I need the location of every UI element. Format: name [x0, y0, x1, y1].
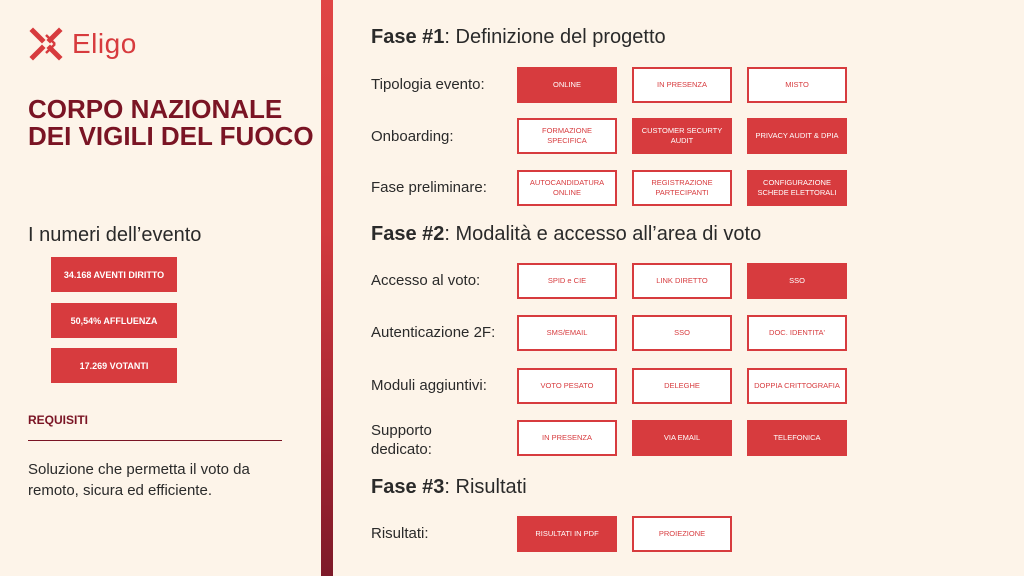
option-formazione-specifica[interactable]: FORMAZIONE SPECIFICA [517, 118, 617, 154]
stat-eligible-voters: 34.168 AVENTI DIRITTO [51, 257, 177, 292]
option-link-diretto[interactable]: LINK DIRETTO [632, 263, 732, 299]
option-via-email[interactable]: VIA EMAIL [632, 420, 732, 456]
eligo-logo-icon [28, 26, 64, 62]
option-sso-access[interactable]: SSO [747, 263, 847, 299]
row-label-onboarding: Onboarding: [371, 128, 454, 145]
option-in-presenza[interactable]: IN PRESENZA [632, 67, 732, 103]
requirements-title: REQUISITI [28, 413, 89, 427]
phase-2-title [371, 223, 761, 246]
option-misto[interactable]: MISTO [747, 67, 847, 103]
option-deleghe[interactable]: DELEGHE [632, 368, 732, 404]
phase-number: Fase #1 [371, 26, 445, 48]
row-label-moduli: Moduli aggiuntivi: [371, 377, 487, 394]
option-doc-identita[interactable]: DOC. IDENTITA' [747, 315, 847, 351]
row-label-autenticazione: Autenticazione 2F: [371, 324, 496, 341]
option-proiezione[interactable]: PROIEZIONE [632, 516, 732, 552]
option-sso-2f[interactable]: SSO [632, 315, 732, 351]
phase-number: Fase #2 [371, 223, 445, 245]
option-registrazione-partecipanti[interactable]: REGISTRAZIONE PARTECIPANTI [632, 170, 732, 206]
row-label-fase-preliminare: Fase preliminare: [371, 179, 487, 196]
option-spid-cie[interactable]: SPID e CIE [517, 263, 617, 299]
brand-logo [28, 26, 137, 62]
phase-name: : Modalità e accesso all’area di voto [444, 223, 762, 245]
phase-3-title [371, 476, 527, 499]
option-sms-email[interactable]: SMS/EMAIL [517, 315, 617, 351]
brand-name: Eligo [72, 28, 137, 59]
option-doppia-crittografia[interactable]: DOPPIA CRITTOGRAFIA [747, 368, 847, 404]
row-label-tipologia: Tipologia evento: [371, 76, 485, 93]
phase-name: : Definizione del progetto [444, 26, 666, 48]
row-label-risultati: Risultati: [371, 525, 429, 542]
option-online[interactable]: ONLINE [517, 67, 617, 103]
phase-name: : Risultati [444, 476, 527, 498]
row-label-supporto: Supporto dedicato: [371, 422, 432, 458]
stat-voters: 17.269 VOTANTI [51, 348, 177, 383]
option-privacy-audit-dpia[interactable]: PRIVACY AUDIT & DPIA [747, 118, 847, 154]
option-customer-security-audit[interactable]: CUSTOMER SECURTY AUDIT [632, 118, 732, 154]
option-risultati-pdf[interactable]: RISULTATI IN PDF [517, 516, 617, 552]
row-label-accesso-voto: Accesso al voto: [371, 272, 481, 289]
option-configurazione-schede[interactable]: CONFIGURAZIONE SCHEDE ELETTORALI [747, 170, 847, 206]
option-autocandidatura-online[interactable]: AUTOCANDIDATURA ONLINE [517, 170, 617, 206]
client-title: CORPO NAZIONALE DEI VIGILI DEL FUOCO [28, 94, 314, 151]
event-numbers-title: I numeri dell’evento [28, 224, 202, 246]
requirements-text: Soluzione che permetta il voto da remoto, sicura ed efficiente. [28, 461, 250, 499]
option-supporto-in-presenza[interactable]: IN PRESENZA [517, 420, 617, 456]
option-voto-pesato[interactable]: VOTO PESATO [517, 368, 617, 404]
vertical-divider [321, 0, 333, 576]
requirements-divider [28, 440, 282, 441]
stat-turnout: 50,54% AFFLUENZA [51, 303, 177, 338]
option-telefonica[interactable]: TELEFONICA [747, 420, 847, 456]
phase-1-title [371, 26, 666, 49]
phase-number: Fase #3 [371, 476, 445, 498]
